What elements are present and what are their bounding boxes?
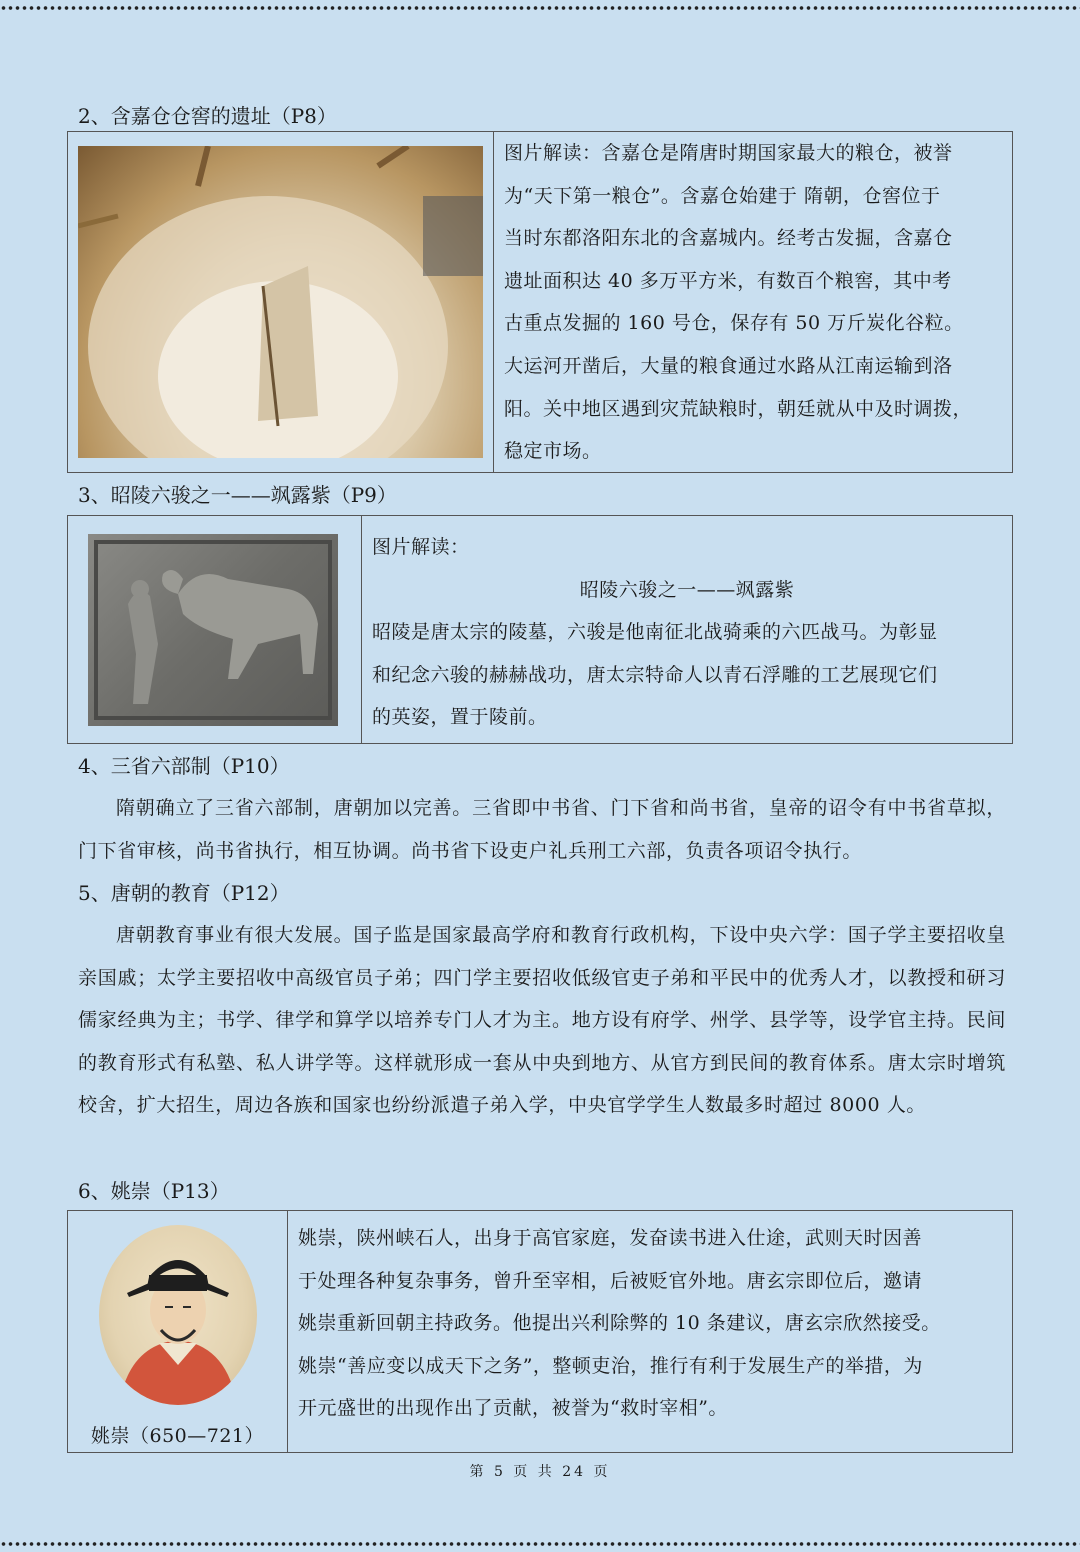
yaochong-line: 姚崇“善应变以成天下之务”，整顿吏治，推行有利于发展生产的举措，为 — [298, 1354, 923, 1377]
page-number-footer: 第 5 页 共 24 页 — [469, 1464, 611, 1480]
section5-paragraph: 唐朝教育事业有很大发展。国子监是国家最高学府和教育行政机构，下设中央六学：国子学主要招收皇亲国戚；太学主要招收中高级官员子弟；四门学主要招收低级官吏子弟和平民中的优秀人才，以教授和研习儒家经典为主；书学、律学和算学以培养专门人才为主。地方设有府学、州学、县学等，设学官主持。民间的教育形式有私塾、私人讲学等。这样就形成一套从中央到地方、从官方到民间的教育体系。唐太宗时增筑校舍，扩大招生，周边各族和国家也纷纷派遣子弟入学，中央官学学生人数最多时超过 8000 人。 — [78, 924, 1006, 1116]
yaochong-line: 开元盛世的出现作出了贡献，被誉为“救时宰相”。 — [298, 1397, 728, 1420]
horse-line: 昭陵是唐太宗的陵墓，六骏是他南征北战骑乘的六匹战马。为彰显 — [372, 621, 938, 644]
granary-description — [494, 132, 1012, 472]
yaochong-image-cell — [68, 1211, 288, 1452]
section5-heading: 5、唐朝的教育（P12） — [78, 881, 290, 905]
section4-heading: 4、三省六部制（P10） — [78, 754, 290, 778]
yaochong-line: 于处理各种复杂事务，曾升至宰相，后被贬官外地。唐玄宗即位后，邀请 — [298, 1269, 923, 1292]
yaochong-description — [288, 1211, 1012, 1452]
yaochong-line: 姚崇重新回朝主持政务。他提出兴利除弊的 10 条建议，唐玄宗欣然接受。 — [298, 1312, 941, 1335]
section4-paragraph: 隋朝确立了三省六部制，唐朝加以完善。三省即中书省、门下省和尚书省，皇帝的诏令有中书省草拟，门下省审核，尚书省执行，相互协调。尚书省下设吏户礼兵刑工六部，负责各项诏令执行。 — [78, 797, 1006, 862]
granary-photo — [78, 146, 483, 458]
granary-line: 当时东都洛阳东北的含嘉城内。经考古发掘，含嘉仓 — [504, 227, 953, 250]
granary-line: 古重点发掘的 160 号仓，保存有 50 万斤炭化谷粒。 — [504, 312, 964, 335]
yaochong-line: 姚崇，陕州峡石人，出身于高官家庭，发奋读书进入仕途，武则天时因善 — [298, 1227, 923, 1249]
section2-heading: 2、含嘉仓仓窖的遗址（P8） — [78, 104, 337, 128]
horse-line: 的英姿，置于陵前。 — [372, 706, 548, 729]
yaochong-box — [67, 1210, 1013, 1453]
section3-heading: 3、昭陵六骏之一——飒露紫（P9） — [78, 483, 397, 507]
granary-box — [67, 131, 1013, 473]
granary-line: 阳。关中地区遇到灾荒缺粮时，朝廷就从中及时调拨， — [504, 397, 973, 420]
section6-heading: 6、姚崇（P13） — [78, 1179, 230, 1203]
horse-description — [362, 516, 1012, 743]
granary-line: 为“天下第一粮仓”。含嘉仓始建于 隋朝，仓窖位于 — [504, 184, 941, 207]
granary-image-cell — [68, 132, 494, 472]
granary-line: 稳定市场。 — [504, 440, 602, 463]
granary-line: 遗址面积达 40 多万平方米，有数百个粮窖，其中考 — [504, 269, 952, 292]
horse-relief-box — [67, 515, 1013, 744]
yaochong-caption: 姚崇（650—721） — [90, 1425, 265, 1447]
horse-subtitle: 昭陵六骏之一——飒露紫 — [579, 578, 795, 601]
horse-line: 和纪念六骏的赫赫战功，唐太宗特命人以青石浮雕的工艺展现它们 — [372, 663, 938, 686]
granary-line: 大运河开凿后，大量的粮食通过水路从江南运输到洛 — [504, 354, 953, 377]
yaochong-portrait — [99, 1225, 257, 1405]
horse-image-cell — [68, 516, 362, 743]
granary-line: 图片解读：含嘉仓是隋唐时期国家最大的粮仓，被誉 — [504, 142, 953, 164]
horse-label: 图片解读： — [372, 536, 470, 558]
horse-relief-photo — [88, 534, 338, 726]
